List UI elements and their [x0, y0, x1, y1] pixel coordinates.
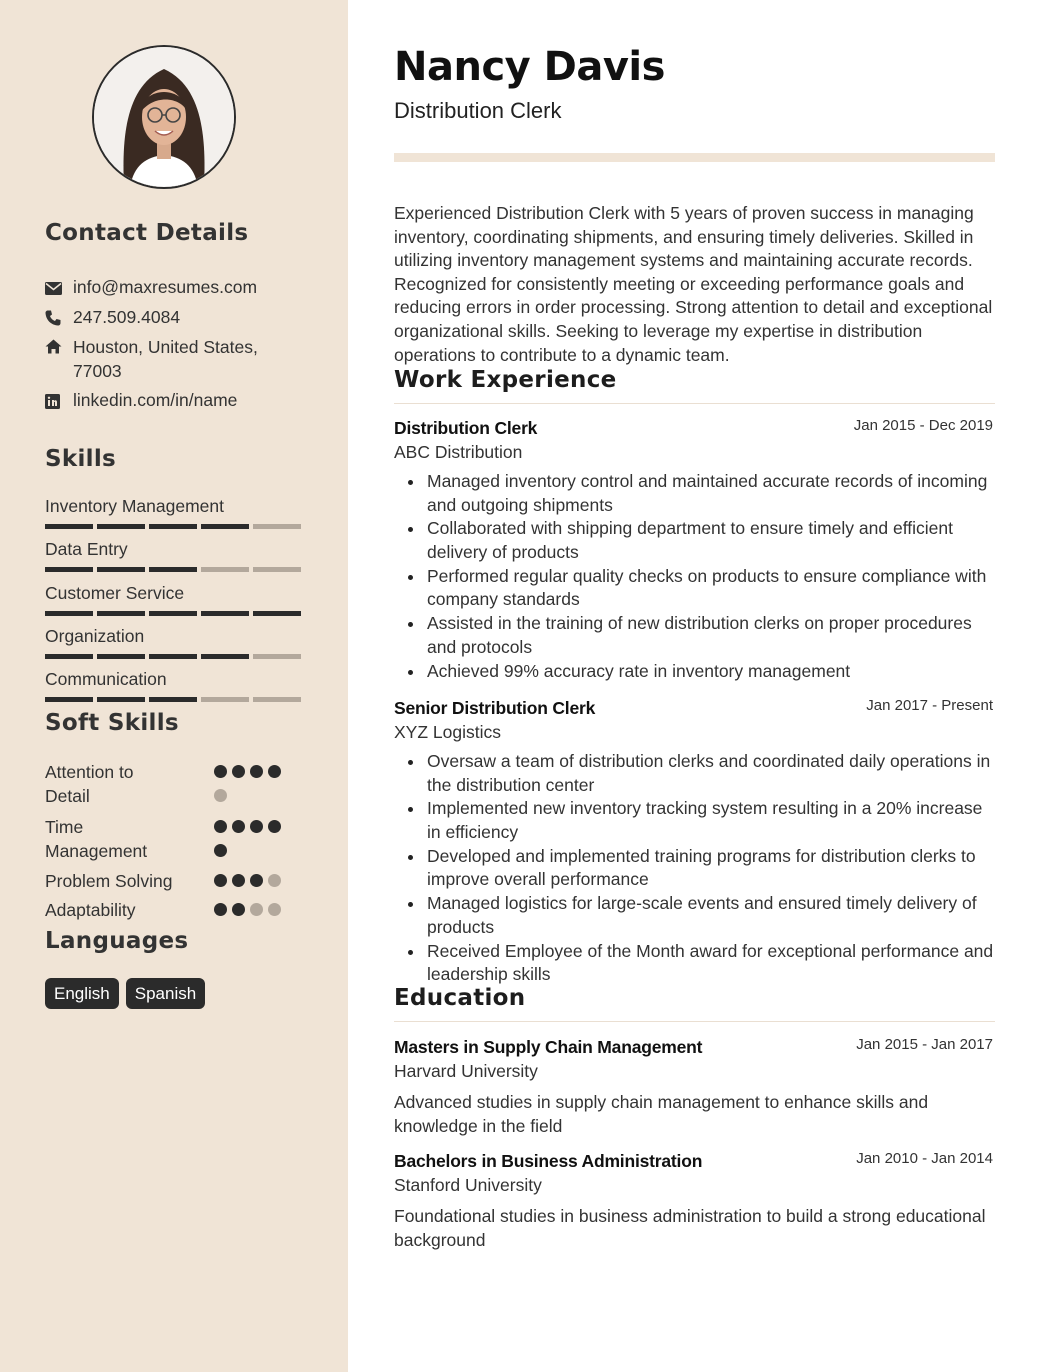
linkedin-text: linkedin.com/in/name: [73, 390, 238, 410]
rating-dot: [232, 903, 245, 916]
linkedin-icon: [45, 388, 73, 412]
skill-item: [45, 625, 301, 659]
school: Harvard University: [394, 1061, 538, 1081]
skill-label: Organization: [45, 626, 145, 646]
list-item: Received Employee of the Month award for exceptional performance and leadership skills: [394, 940, 995, 987]
avatar: [92, 45, 236, 189]
work-heading: Work Experience: [394, 367, 617, 393]
skill-level-segment: [45, 567, 93, 572]
address-text: Houston, United States, 77003: [73, 337, 258, 381]
soft-skill-label: Time Management: [45, 817, 148, 861]
skill-level-bar: [45, 611, 301, 616]
rating-dot: [250, 820, 263, 833]
soft-skill-rating: [214, 820, 290, 857]
list-item: Implemented new inventory tracking system resulting in a 20% increase in efficiency: [394, 797, 995, 844]
school: Stanford University: [394, 1175, 542, 1195]
skill-level-segment: [97, 567, 145, 572]
candidate-name: Nancy Davis: [394, 44, 665, 90]
skill-level-segment: [97, 611, 145, 616]
soft-skill-rating: [214, 874, 290, 887]
rating-dot: [214, 903, 227, 916]
skill-level-bar: [45, 697, 301, 702]
job-entry: [394, 696, 995, 987]
job-bullets: [394, 470, 995, 683]
skill-level-segment: [149, 524, 197, 529]
skill-level-segment: [97, 697, 145, 702]
job-role: Senior Distribution Clerk: [394, 698, 596, 718]
list-item: Achieved 99% accuracy rate in inventory management: [394, 660, 995, 684]
list-item: Managed logistics for large-scale events and ensured timely delivery of products: [394, 892, 995, 939]
rating-dot: [250, 765, 263, 778]
home-icon: [45, 335, 73, 383]
skill-level-segment: [149, 611, 197, 616]
skill-level-segment: [201, 524, 249, 529]
rating-dot: [214, 789, 227, 802]
soft-skill-rating: [214, 903, 290, 916]
job-company: XYZ Logistics: [394, 722, 501, 742]
header-divider: [394, 153, 995, 162]
skills-heading: Skills: [45, 446, 117, 472]
rating-dot: [232, 765, 245, 778]
education-date: Jan 2015 - Jan 2017: [856, 1036, 993, 1053]
list-item: Assisted in the training of new distribution clerks on proper procedures and protocols: [394, 612, 995, 659]
skill-level-segment: [149, 654, 197, 659]
job-date: Jan 2015 - Dec 2019: [853, 417, 993, 434]
soft-skill-label: Adaptability: [45, 900, 136, 920]
languages-list: [45, 978, 205, 1009]
skill-level-segment: [45, 611, 93, 616]
education-heading: Education: [394, 985, 526, 1011]
skill-item: [45, 668, 301, 702]
skill-label: Customer Service: [45, 583, 185, 603]
list-item: Performed regular quality checks on products to ensure compliance with company standards: [394, 565, 995, 612]
rating-dot: [232, 874, 245, 887]
rating-dot: [268, 765, 281, 778]
phone-icon: [45, 305, 73, 329]
skill-level-bar: [45, 567, 301, 572]
education-description: Advanced studies in supply chain management to enhance skills and knowledge in the field: [394, 1092, 929, 1136]
job-date: Jan 2017 - Present: [866, 697, 993, 714]
languages-heading: Languages: [45, 928, 189, 954]
rating-dot: [268, 874, 281, 887]
education-date: Jan 2010 - Jan 2014: [856, 1150, 993, 1167]
skill-level-segment: [253, 524, 301, 529]
skill-level-segment: [201, 611, 249, 616]
summary-text: Experienced Distribution Clerk with 5 years of proven success in managing inventory, coordinating shipments, and ensuring timely deliveries. Skilled in utilizing inventory management systems and maintaining accurate records. Recognized for consistently meeting or exceeding performance goals and reducing errors in order processing. Strong attention to detail and exceptional organizational skills. Seeking to leverage my expertise in distribution operations to contribute to a dynamic team.: [394, 203, 993, 365]
job-bullets: [394, 750, 995, 987]
rating-dot: [250, 874, 263, 887]
skill-level-segment: [45, 654, 93, 659]
envelope-icon: [45, 275, 73, 299]
rating-dot: [214, 765, 227, 778]
soft-skill-rating: [214, 765, 290, 802]
contact-heading: Contact Details: [45, 220, 249, 246]
job-company: ABC Distribution: [394, 442, 523, 462]
list-item: Collaborated with shipping department to ensure timely and efficient delivery of products: [394, 517, 995, 564]
main-content: [394, 0, 996, 1372]
rating-dot: [214, 820, 227, 833]
skill-level-segment: [45, 524, 93, 529]
candidate-title: Distribution Clerk: [394, 98, 562, 123]
list-item: Developed and implemented training programs for distribution clerks to improve overall performance: [394, 845, 995, 892]
skill-level-segment: [201, 654, 249, 659]
skill-label: Communication: [45, 669, 167, 689]
contact-phone[interactable]: [45, 305, 325, 329]
language-badge: English: [45, 978, 119, 1009]
job-entry: [394, 416, 995, 683]
skill-level-segment: [253, 567, 301, 572]
education-entry: [394, 1035, 995, 1138]
degree: Masters in Supply Chain Management: [394, 1037, 703, 1057]
soft-skill-label: Attention to Detail: [45, 762, 134, 806]
skill-level-segment: [201, 697, 249, 702]
sidebar: [0, 0, 348, 1372]
skill-level-bar: [45, 524, 301, 529]
rating-dot: [214, 874, 227, 887]
skill-level-segment: [97, 654, 145, 659]
education-entry: [394, 1149, 995, 1252]
rating-dot: [250, 903, 263, 916]
rating-dot: [268, 820, 281, 833]
education-divider: [394, 1021, 995, 1022]
contact-email[interactable]: [45, 275, 325, 299]
education-description: Foundational studies in business administration to build a strong educational background: [394, 1206, 986, 1250]
email-text: info@maxresumes.com: [73, 277, 258, 297]
skill-level-segment: [149, 697, 197, 702]
skill-level-segment: [253, 697, 301, 702]
rating-dot: [214, 844, 227, 857]
skill-level-segment: [201, 567, 249, 572]
skill-label: Inventory Management: [45, 496, 224, 516]
work-divider: [394, 403, 995, 404]
contact-address: [45, 335, 325, 383]
list-item: Oversaw a team of distribution clerks and coordinated daily operations in the distribution center: [394, 750, 995, 797]
job-role: Distribution Clerk: [394, 418, 538, 438]
skill-label: Data Entry: [45, 539, 128, 559]
skill-level-segment: [97, 524, 145, 529]
skill-level-segment: [253, 654, 301, 659]
list-item: Managed inventory control and maintained accurate records of incoming and outgoing shipments: [394, 470, 995, 517]
skill-item: [45, 495, 301, 529]
skill-level-segment: [149, 567, 197, 572]
skill-level-segment: [253, 611, 301, 616]
skill-level-bar: [45, 654, 301, 659]
rating-dot: [232, 820, 245, 833]
degree: Bachelors in Business Administration: [394, 1151, 703, 1171]
soft-skills-heading: Soft Skills: [45, 710, 179, 736]
rating-dot: [268, 903, 281, 916]
skill-item: [45, 582, 301, 616]
skill-item: [45, 538, 301, 572]
profile-photo: [94, 47, 234, 187]
language-badge: Spanish: [126, 978, 205, 1009]
contact-linkedin[interactable]: [45, 388, 325, 412]
skill-level-segment: [45, 697, 93, 702]
phone-text: 247.509.4084: [73, 307, 181, 327]
soft-skill-label: Problem Solving: [45, 871, 173, 891]
